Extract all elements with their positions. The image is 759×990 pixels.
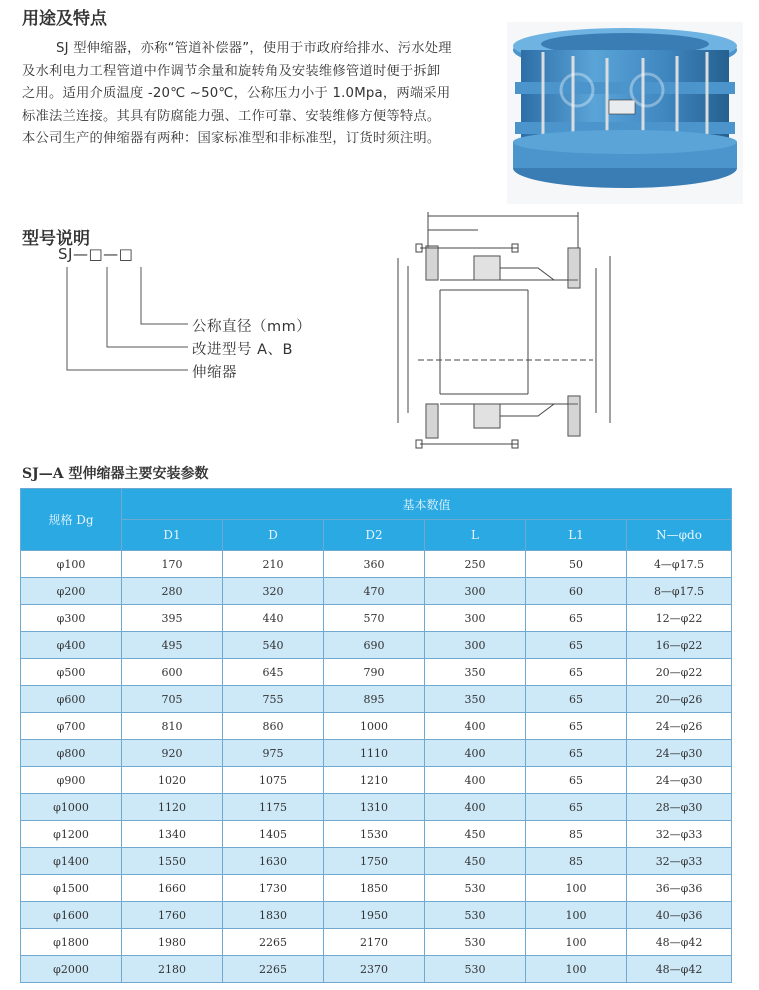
- table-cell: 24—φ30: [627, 767, 732, 794]
- model-code-diagram: [50, 245, 350, 395]
- table-cell: 2265: [223, 956, 324, 983]
- table-cell: 300: [425, 578, 526, 605]
- table-cell: 1950: [324, 902, 425, 929]
- table-cell: 470: [324, 578, 425, 605]
- table-cell: 100: [526, 956, 627, 983]
- table-row: [21, 902, 732, 929]
- header-spec: 规格 Dg: [21, 489, 122, 551]
- table-cell: 4—φ17.5: [627, 551, 732, 578]
- table-cell: 755: [223, 686, 324, 713]
- table-row: [21, 713, 732, 740]
- table-cell-spec: φ1000: [21, 794, 122, 821]
- table-cell: 360: [324, 551, 425, 578]
- table-cell: 16—φ22: [627, 632, 732, 659]
- table-cell: 65: [526, 713, 627, 740]
- table-cell: 400: [425, 740, 526, 767]
- product-photo: [507, 22, 743, 204]
- table-cell: 65: [526, 794, 627, 821]
- table-cell: 1340: [122, 821, 223, 848]
- header-basic-values: 基本数值: [122, 489, 732, 520]
- table-cell: 8—φ17.5: [627, 578, 732, 605]
- table-cell: 860: [223, 713, 324, 740]
- table-cell: 1110: [324, 740, 425, 767]
- table-cell: 530: [425, 956, 526, 983]
- table-cell: 36—φ36: [627, 875, 732, 902]
- table-cell: 1000: [324, 713, 425, 740]
- table-cell: 2265: [223, 929, 324, 956]
- table-cell: 570: [324, 605, 425, 632]
- table-cell: 895: [324, 686, 425, 713]
- table-row: [21, 875, 732, 902]
- table-cell-spec: φ1500: [21, 875, 122, 902]
- table-row: [21, 605, 732, 632]
- table-cell: 320: [223, 578, 324, 605]
- table-cell: 440: [223, 605, 324, 632]
- table-cell-spec: φ400: [21, 632, 122, 659]
- table-row: [21, 929, 732, 956]
- table-row: [21, 578, 732, 605]
- table-cell: 12—φ22: [627, 605, 732, 632]
- table-cell: 400: [425, 794, 526, 821]
- table-cell: 1120: [122, 794, 223, 821]
- table-cell: 645: [223, 659, 324, 686]
- table-cell: 600: [122, 659, 223, 686]
- table-cell: 280: [122, 578, 223, 605]
- table-cell-spec: φ600: [21, 686, 122, 713]
- table-row: [21, 956, 732, 983]
- table-cell-spec: φ1600: [21, 902, 122, 929]
- table-cell: 705: [122, 686, 223, 713]
- table-cell: 50: [526, 551, 627, 578]
- table-cell: 400: [425, 713, 526, 740]
- table-cell: 495: [122, 632, 223, 659]
- table-cell: 60: [526, 578, 627, 605]
- table-cell-spec: φ900: [21, 767, 122, 794]
- table-cell: 1020: [122, 767, 223, 794]
- table-cell: 530: [425, 929, 526, 956]
- intro-paragraph: SJ 型伸缩器，亦称“管道补偿器”，使用于市政府给排水、污水处理及水利电力工程管道中作调节余量和旋转角及安装维修管道时便于拆卸之用。适用介质温度 -20℃ ~50℃，公称压力小于 1.0Mpa，两端采用标准法兰连接。其具有防腐能力强、工作可靠、安装维修方便等特点。本公司生产的伸缩器有两种：国家标准型和非标准型，订货时须注明。: [22, 41, 452, 146]
- model-label-improved: 改进型号 A、B: [192, 342, 293, 358]
- table-cell: 65: [526, 659, 627, 686]
- table-cell: 100: [526, 902, 627, 929]
- table-cell: 65: [526, 767, 627, 794]
- table-title: SJ—A 型伸缩器主要安装参数: [22, 466, 209, 482]
- table-cell: 690: [324, 632, 425, 659]
- table-cell-spec: φ2000: [21, 956, 122, 983]
- table-cell: 65: [526, 740, 627, 767]
- table-cell: 1630: [223, 848, 324, 875]
- table-cell: 170: [122, 551, 223, 578]
- model-code: SJ—□—□: [58, 245, 134, 263]
- table-cell: 975: [223, 740, 324, 767]
- table-cell: 1530: [324, 821, 425, 848]
- table-cell: 540: [223, 632, 324, 659]
- table-cell-spec: φ1800: [21, 929, 122, 956]
- table-cell: 24—φ26: [627, 713, 732, 740]
- table-cell: 1760: [122, 902, 223, 929]
- table-cell: 210: [223, 551, 324, 578]
- table-cell: 1750: [324, 848, 425, 875]
- table-cell: 1660: [122, 875, 223, 902]
- table-cell: 1310: [324, 794, 425, 821]
- header-col: N—φdo: [627, 520, 732, 551]
- table-cell: 48—φ42: [627, 929, 732, 956]
- table-cell-spec: φ100: [21, 551, 122, 578]
- table-cell: 1405: [223, 821, 324, 848]
- table-cell-spec: φ700: [21, 713, 122, 740]
- table-cell: 1210: [324, 767, 425, 794]
- table-cell: 2180: [122, 956, 223, 983]
- table-cell: 20—φ22: [627, 659, 732, 686]
- table-cell: 395: [122, 605, 223, 632]
- table-cell: 65: [526, 632, 627, 659]
- table-cell: 1550: [122, 848, 223, 875]
- table-cell: 85: [526, 821, 627, 848]
- header-col: D2: [324, 520, 425, 551]
- table-cell: 28—φ30: [627, 794, 732, 821]
- table-cell: 530: [425, 875, 526, 902]
- table-row: [21, 794, 732, 821]
- table-cell: 400: [425, 767, 526, 794]
- table-cell: 790: [324, 659, 425, 686]
- table-cell: 65: [526, 605, 627, 632]
- table-row: [21, 740, 732, 767]
- table-row: [21, 551, 732, 578]
- table-cell: 100: [526, 875, 627, 902]
- model-label-expander: 伸缩器: [192, 365, 237, 381]
- table-cell: 1075: [223, 767, 324, 794]
- table-cell: 350: [425, 659, 526, 686]
- table-row: [21, 686, 732, 713]
- table-cell: 1175: [223, 794, 324, 821]
- table-cell: 300: [425, 632, 526, 659]
- table-cell: 920: [122, 740, 223, 767]
- table-row: [21, 767, 732, 794]
- table-cell: 300: [425, 605, 526, 632]
- model-label-diameter: 公称直径（mm）: [192, 319, 312, 335]
- table-cell: 1850: [324, 875, 425, 902]
- table-cell: 24—φ30: [627, 740, 732, 767]
- cross-section-drawing: [378, 208, 638, 470]
- section-title-model: 型号说明: [22, 229, 90, 249]
- table-row: [21, 821, 732, 848]
- table-cell-spec: φ1200: [21, 821, 122, 848]
- table-cell: 350: [425, 686, 526, 713]
- table-cell: 250: [425, 551, 526, 578]
- header-col: L1: [526, 520, 627, 551]
- table-cell: 20—φ26: [627, 686, 732, 713]
- table-cell: 2170: [324, 929, 425, 956]
- header-col: L: [425, 520, 526, 551]
- table-cell: 530: [425, 902, 526, 929]
- table-cell: 65: [526, 686, 627, 713]
- table-cell-spec: φ1400: [21, 848, 122, 875]
- table-cell-spec: φ300: [21, 605, 122, 632]
- table-cell: 32—φ33: [627, 821, 732, 848]
- table-cell: 100: [526, 929, 627, 956]
- model-leader-lines: [50, 245, 200, 395]
- table-cell: 85: [526, 848, 627, 875]
- table-cell-spec: φ200: [21, 578, 122, 605]
- header-col: D1: [122, 520, 223, 551]
- table-body: [21, 551, 732, 983]
- table-cell: 810: [122, 713, 223, 740]
- section-title-usage: 用途及特点: [22, 9, 107, 29]
- table-cell: 450: [425, 848, 526, 875]
- table-row: [21, 848, 732, 875]
- table-cell: 1980: [122, 929, 223, 956]
- table-cell-spec: φ500: [21, 659, 122, 686]
- table-cell: 2370: [324, 956, 425, 983]
- table-cell: 48—φ42: [627, 956, 732, 983]
- parameter-table: [20, 488, 732, 983]
- table-row: [21, 659, 732, 686]
- table-cell: 40—φ36: [627, 902, 732, 929]
- table-cell: 1830: [223, 902, 324, 929]
- table-cell-spec: φ800: [21, 740, 122, 767]
- table-row: [21, 632, 732, 659]
- table-cell: 32—φ33: [627, 848, 732, 875]
- table-cell: 450: [425, 821, 526, 848]
- header-col: D: [223, 520, 324, 551]
- table-cell: 1730: [223, 875, 324, 902]
